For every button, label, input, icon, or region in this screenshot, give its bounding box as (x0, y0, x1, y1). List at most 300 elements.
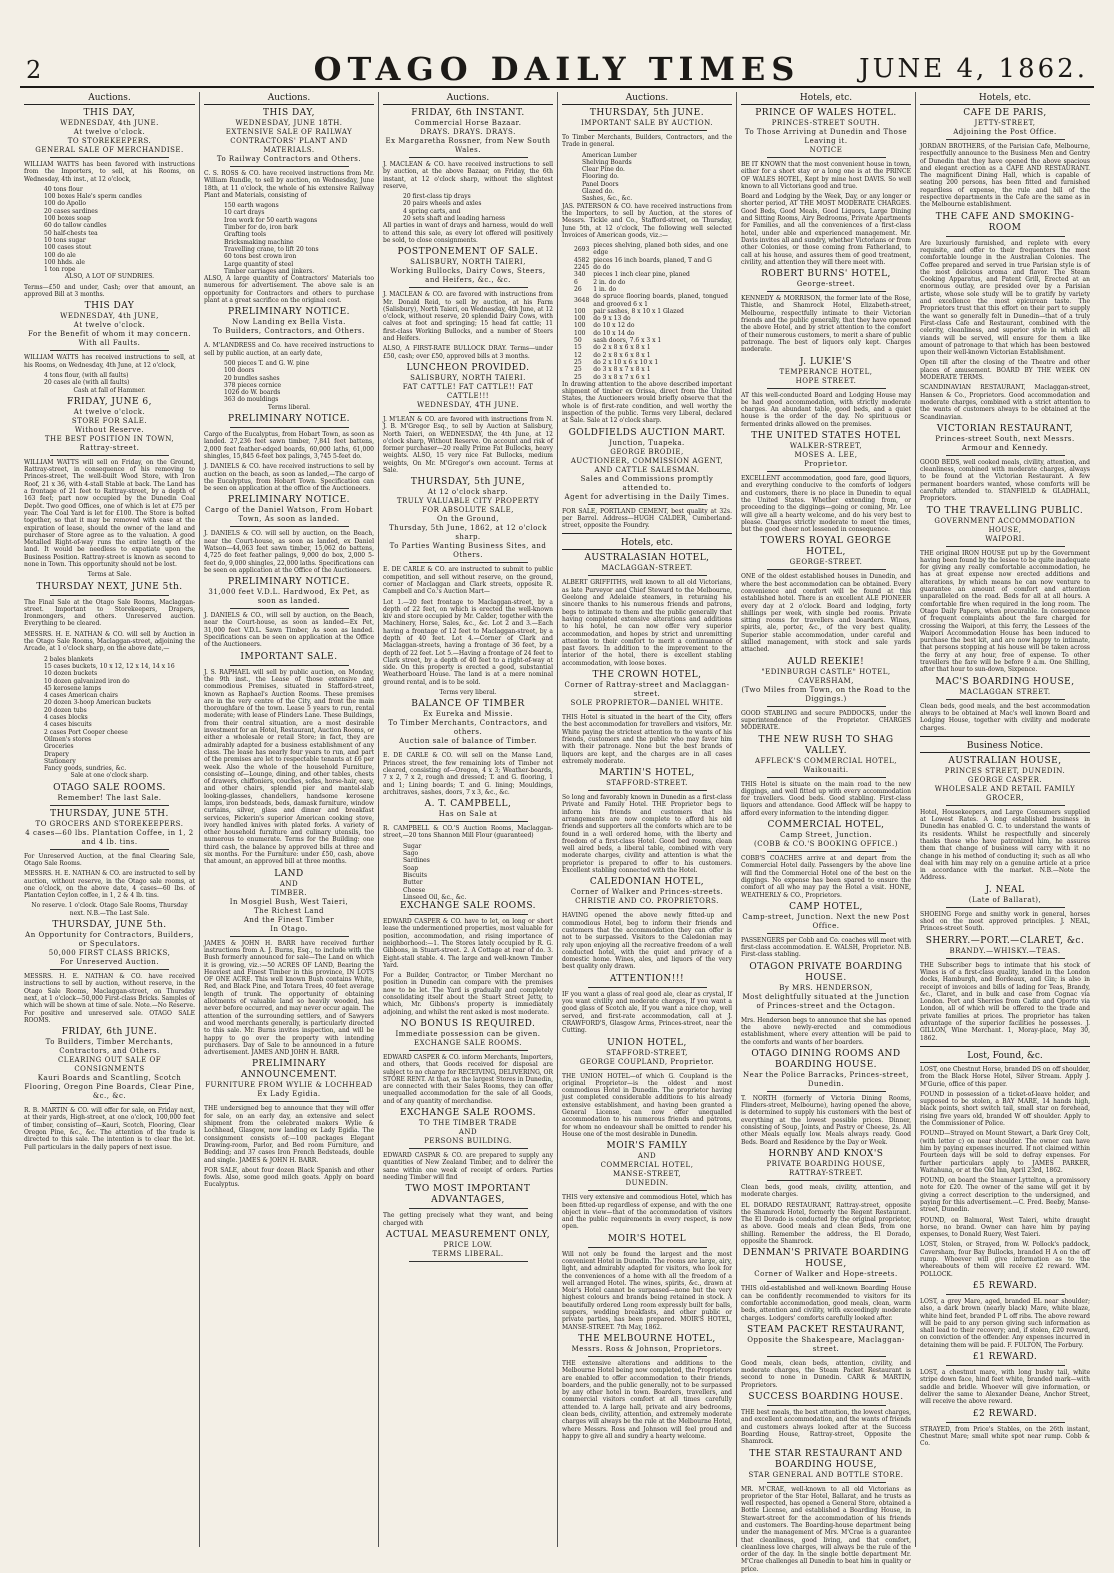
heading-line: Waikouaiti. (741, 766, 911, 775)
heading-line: DENMAN'S PRIVATE BOARDING HOUSE, (741, 1248, 911, 1270)
heading-line: For Unreserved Auction. (24, 958, 195, 967)
heading-line: OTAGO DINING ROOMS AND BOARDING HOUSE. (741, 1049, 911, 1071)
heading-rule (409, 157, 528, 158)
heading-line: Messrs. Ross & Johnson, Proprietors. (562, 1345, 732, 1354)
goods-cell: 2 in. do do (593, 279, 732, 286)
advert-heading (741, 657, 911, 707)
goods-item: American Lumber (582, 152, 732, 159)
goods-item: Timber for do, iron bark (224, 224, 374, 231)
advert-heading (24, 783, 195, 806)
heading-line: FOR ABSOLUTE SALE, (383, 506, 553, 515)
advert-paragraph: COBB'S COACHES arrive at and depart from the Commercial Hotel daily. Passengers by the above line will find the Commercial Hotel one of the best on the diggings. No expense has been spared to ensure the comfort of all who may pay the Hotel a visit. HONE, WEATHERLY & CO., Proprietors. (741, 855, 911, 899)
advert-paragraph: MESSRS. H. E. NATHAN & CO. have received instructions to sell by auction, without reserve, in the Otago Sale Rooms, Maclaggan-street, on Thursday next, at 1 o'clock—50,000 First-class Bricks. Samples of which will be shown at time of sale. Note.—No Reserve. For positive and unreserved sale. OTAGO SALE ROOMS. (24, 973, 195, 1024)
heading-line: Has on Sale at (383, 810, 553, 819)
heading-line: AND (383, 1128, 553, 1137)
goods-item: 1 ton rope (44, 266, 195, 273)
goods-item: 100 hhds. ale (44, 259, 195, 266)
advert-paragraph: J. S. RAPHAEL will sell by public auction, on Monday, the 9th inst., the Lease of those extensive and commodious Premises, situated in Stafford-street, known as Raphael's Auction Rooms. These premises are in the very centre of the City, and front the main thoroughfare of the town. Lease 5 years to run, rental moderate; with lease of Flinders Lane. These Buildings, from their central situation, are a most desirable investment for an Hotel, Restaurant, Auction Rooms, or either a wholesale or retail Store; in fact, they are admirably adapted for a business establishment of any class. The lease has nearly four years to run, and part of the premises are let to respectable tenants at £6 per week. Also the whole of the household Furniture, consisting of—Lounge, dining, and other tables, chests of drawers, chiffoniers, couches, sofas, horse-hair, easy, and other chairs, splendid pier and mantel-slab looking-glasses, chandeliers, handsome kerosene lamps, iron bedsteads, beds, damask furniture, window curtains, silver, glass and dinner and breakfast services, Pickerin's superior American cooking stove, ivory handled knives with plated forks. A variety of other household furniture and culinary utensils, too numerous to enumerate. Terms for the Building: one third cash, the balance by approved bills at three and six months. For the Furniture: under £50, cash, above that amount, an approved bill at three months. (204, 669, 374, 866)
goods-item: 50 half-chests tea (44, 230, 195, 237)
advert-paragraph: For a Builder, Contractor, or Timber Merchant no position in Dunedin can compare with the premises now to be let. The Yard is gradually and completely consolidating itself about the Stuart Street Jetty, to which, Mr. Gibbons's property is immediately adjoining, and whilst the rent asked is most moderate. (383, 972, 553, 1016)
heading-rule (588, 504, 707, 505)
advert-heading (920, 1352, 1090, 1366)
goods-cell: pieces 1 inch clear pine, planed (593, 271, 732, 278)
goods-cell: pair sashes, 8 x 10 x 1 Glazed (593, 308, 732, 315)
goods-cell: do 3 x 8 x 7 x 6 x 1 (593, 374, 732, 381)
advert-paragraph: In drawing attention to the above described important shipment of timber ex Orissa, direct from the United States, the Auctioneers would briefly observe that the whole is of first-rate condition, and well worthy the inspection of the public. Terms very Liberal, declared at Sale. Sale at 12 o'clock sharp. (562, 381, 732, 425)
advert-paragraph: J. MACLEAN & CO. have received instructions to sell by auction, at the above Bazaar, on Friday, the 6th instant, at 12 o'clock sharp, without the slightest reserve, (383, 161, 553, 190)
page-number: 2 (26, 56, 41, 84)
heading-line: GEORGE COUPLAND, Proprietor. (562, 1058, 732, 1067)
goods-item: 100 cases stout (44, 244, 195, 251)
advert-heading (741, 431, 911, 472)
heading-rule (588, 987, 707, 988)
heading-line: To Timber Merchants, Contractors, and others. (383, 719, 553, 737)
heading-line: NOTICE (741, 146, 911, 155)
advert-heading (383, 1108, 553, 1149)
advert-paragraph: FOUND—Strayed on Mount Stewart, a Dark Grey Colt, (with letter c) on near shoulder. The owner can have him by paying expenses incurred. If not claimed within Fourteen days will be sold to defray expenses. For further particulars apply to JAMES PARKER, Waitahuna, or at the Old Inn, April 23rd, 1862. (920, 1130, 1090, 1174)
heading-line: THIS DAY, (204, 108, 374, 119)
heading-rule (230, 338, 349, 339)
goods-item: 363 do mouldings (224, 396, 374, 403)
heading-line: HORNBY AND KNOX'S (741, 1149, 911, 1160)
advert-paragraph: ALBERT GRIFFITHS, well known to all old Victorians, as late Purveyor and Chief Steward to the Melbourne, Geelong and Adelaide steamers, in returning his sincere thanks to his numerous friends and patrons, begs to intimate to them and the public generally that having completed extensive alterations and additions to his hotel, he can now offer very superior accommodation, and hopes by strict and unremitting attention to their comfort to merit a continuance of past favors. In addition to the improvement to the interior of the hotel, there is excellent stabling accommodation, with loose boxes. (562, 579, 732, 667)
goods-cell: 25 (574, 359, 593, 366)
heading-line: IMPORTANT SALE BY AUCTION. (562, 119, 732, 128)
advert-paragraph: Clean beds, good meals, civility, attention, and moderate charges. (741, 1184, 911, 1199)
goods-item: 100 do Apollo (44, 200, 195, 207)
heading-line: Remember! The last Sale. (24, 794, 195, 803)
advert-note: No reserve. 1 o'clock. Otago Sale Rooms, Thursday next. N.B.—The Last Sale. (24, 902, 195, 917)
goods-row (574, 257, 732, 264)
goods-item: 20 sets shaft and leading harness (403, 215, 553, 222)
heading-line: FRIDAY, 6th JUNE. (24, 1027, 195, 1038)
heading-line: THURSDAY, 5th JUNE. (562, 108, 732, 119)
heading-line: COMMERCIAL HOTEL, (741, 820, 911, 831)
goods-item: Sashes, &c., &c. (582, 195, 732, 202)
heading-line: (Late of Ballarat), (920, 896, 1090, 905)
column-header: Auctions. (562, 92, 732, 105)
heading-rule (767, 291, 886, 292)
goods-cell: sash doors, 7.6 x 3 x 1 (593, 337, 732, 344)
advert-note: Terms at Sale. (24, 571, 195, 578)
section-header: Lost, Found, &c. (920, 1050, 1090, 1063)
heading-rule (767, 569, 886, 570)
heading-line: CAVERSHAM, (741, 677, 911, 686)
goods-cell: do 10 x 14 do (593, 330, 732, 337)
heading-line: A. T. CAMPBELL, (383, 799, 553, 810)
heading-rule (409, 1148, 528, 1149)
advert-paragraph: JORDAN BROTHERS, of the Parisian Cafe, Melbourne, respectfully announce to the Business Men and Gentry of Dunedin that they have opened the above spacious and elegant erection as a CAFE AND RESTAURANT. The magnificent Dining Hall, which is capable of seating 200 persons, has been fitted and furnished regardless of expense, the rule and bill of the respective departments in the Cafe are the same as in the Melbourne establishment. (920, 143, 1090, 209)
heading-line: THE UNITED STATES HOTEL (741, 431, 911, 442)
heading-line: J. NEAL (920, 885, 1090, 896)
advert-paragraph: IF you want a glass of real good ale, clear as crystal, If you want civility and moderate charges, If you want a good glass of Scotch ale, If you want a nice chop, well served, and first-rate accommodation, call at J. CRAWFORD'S, Glasgow Arms, Princes-street, near the Cutting. (562, 991, 732, 1035)
goods-item: 1026 do W. boards (224, 389, 374, 396)
goods-cell: do spruce flooring boards, planed, tongued and grooved 6 x 1 (593, 293, 732, 308)
advert-paragraph: J. DANIELS & CO. have received instructions to sell by auction on the beach, as soon as landed,—The cargo of the Eucalyptus, from Hobart Town. Specification can be seen on application at the office of the Auctioneers. (204, 463, 374, 492)
goods-item: 10 dozen buckets (44, 670, 195, 677)
heading-line: To Railway Contractors and Others. (204, 155, 374, 164)
heading-rule (409, 1261, 528, 1262)
heading-rule (230, 1101, 349, 1102)
heading-line: Thursday, 5th June, 1862, at 12 o'clock sharp. (383, 524, 553, 542)
goods-list (383, 193, 553, 222)
heading-rule (409, 287, 528, 288)
heading-line: Adjoining the Post Office. (920, 128, 1090, 137)
advert-heading (383, 901, 553, 915)
section-header: Hotels, etc. (562, 537, 732, 550)
heading-line: FAT CATTLE! FAT CATTLE!! FAT CATTLE!!! (383, 383, 553, 401)
heading-line: EXTENSIVE SALE OF RAILWAY CONTRACTORS' PLANT AND MATERIALS. (204, 128, 374, 155)
heading-line: WEDNESDAY, JUNE 18TH. (204, 119, 374, 128)
heading-line: PRELIMINARY NOTICE. (204, 414, 374, 425)
heading-line: SOLE PROPRIETOR—DANIEL WHITE. (562, 699, 732, 708)
heading-line: In Otago. (204, 925, 374, 934)
column-2 (199, 92, 378, 1547)
advert-heading (562, 1334, 732, 1357)
heading-rule (946, 699, 1065, 700)
goods-row (574, 242, 732, 257)
heading-line: Immediate possession can be given. (383, 1030, 553, 1039)
advert-heading (741, 536, 911, 570)
heading-line: £2 REWARD. (920, 1409, 1090, 1420)
heading-line: £1 REWARD. (920, 1352, 1090, 1363)
column-1 (20, 92, 199, 1547)
heading-line: THURSDAY, JUNE 5th. (24, 920, 195, 931)
heading-rule (230, 166, 349, 167)
goods-item: 500 pieces T. and G. W. pine (224, 360, 374, 367)
advert-heading (741, 1049, 911, 1092)
heading-line: Most delightfully situated at the Junction of Princes-street and the Octagon. (741, 993, 911, 1011)
heading-line: With all Faults. (24, 339, 195, 348)
advert-heading (741, 820, 911, 852)
heading-line: Agent for advertising in the Daily Times. (562, 493, 732, 502)
advert-paragraph: J. DANIELS & CO. will sell by auction, on the Beach, near the Court-house, as soon as landed, ex Daniel Watson—44,063 feet sawn timber, 15,062 do battens, 4,725 do feet feather palings, 9,000 do box, 2,000 5-feet do, 9,000 shingles, 22,000 laths. Specifications can be seen on application at the Office of the Auctioneers. (204, 530, 374, 574)
advert-paragraph: Are luxuriously furnished, and replete with every requisite, and offer to their frequenters the most comfortable lounge in the Australian Colonies. The Coffee prepared and served in true Parisian style is of the most delicious aroma and flavor. The Steam Cooking Apparatus, and Patent Grill, Erected at an enormous outlay, are presided over by a Parisian artiste, whose sole study will be to gratify by variety and excellence the most epicurean taste. The Proprietors trust that this effort on their part to supply the want so generally felt in Dunedin—that of a truly First-class Cafe and Restaurant, combined with the celerity, cleanliness, and superior style in which all viands will be served, will ensure for them a like amount of patronage to that which has been bestowed upon their well-known Victorian Establishment. (920, 240, 1090, 357)
heading-rule (50, 849, 170, 850)
heading-line: George-street. (741, 280, 911, 289)
advert-paragraph: R. CAMPBELL & CO.'S Auction Rooms, Maclaggan-street,—20 tons Shannon Mill Flour (guaranteed) (383, 825, 553, 840)
advert-heading (562, 768, 732, 791)
goods-cell: 3648 (574, 293, 593, 308)
advert-paragraph: J. DANIELS & CO., will sell by auction, on the Beach, near the Court-house, as soon as landed—Ex Pet, 31,000 feet V.D.L. Sawn Timber, As soon as landed. Specifications can be seen on application at the Office of the Auctioneers. (204, 612, 374, 648)
heading-rule (588, 710, 707, 711)
advert-paragraph: For Unreserved Auction, at the final Clearing Sale, Otago Sale Rooms. (24, 853, 195, 868)
heading-line: For the Benefit of whom it may concern. (24, 330, 195, 339)
heading-line: MOIR'S FAMILY (562, 1141, 732, 1152)
heading-line: TO THE TRAVELLING PUBLIC. (920, 506, 1090, 517)
advert-paragraph: MR. M'CRAE, well-known to all old Victorians as proprietor of the Star Hotel, Ballarat, and he trusts as well respected, has opened a General Store, obtained a Bottle License, and established a Boarding House, in Stewart-street for the accommodation of his friends and customers. The Boarding-house department being under the management of Mrs. M'Crae is a guarantee that cleanliness, good living, and that comfort, cleanliness love charges, will always be the rule of the order of the day. In the single bottle department Mr. M'Crae challenges all Dunedin to beat him in quality or price. (741, 1486, 911, 1573)
section-rule (562, 533, 732, 534)
advert-heading (741, 1248, 911, 1282)
heading-line: SALISBURY, NORTH TAIERI, (383, 258, 553, 267)
goods-cell: 15 (574, 344, 593, 351)
goods-item: Cheese (403, 887, 553, 894)
advert-paragraph: HAVING opened the above newly fitted-up and commodious Hotel, beg to inform their friends and customers that the accommodation they can offer is not to be surpassed. Visitors to the Caledonian may rely upon enjoying all the recreative freedom of a well conducted hotel, with the quiet and privacy of a domestic home. Wines, ales, and liquors of the very best quality only drawn. (562, 912, 732, 970)
advert-heading (562, 670, 732, 711)
goods-cell: do do (593, 264, 732, 271)
section-rule (920, 736, 1090, 737)
heading-line: AUSTRALASIAN HOTEL, (562, 553, 732, 564)
heading-line: PRELIMINARY NOTICE. (204, 495, 374, 506)
advert-heading (562, 553, 732, 576)
goods-cell: 2245 (574, 264, 593, 271)
heading-line: BRANDY.—WHISKY.—TEAS. (920, 947, 1090, 956)
advert-paragraph: LOST, one Chestnut Horse, branded DS on off shoulder, from the Black Horse Hotel, Silver Stream. Apply J. M'Gurie, office of this paper. (920, 1066, 1090, 1088)
advert-note: Terms very liberal. (383, 689, 553, 696)
heading-line: Now Landing ex Bella Vista. (204, 318, 374, 327)
heading-line: ACTUAL MEASUREMENT ONLY, (383, 1230, 553, 1241)
heading-rule (50, 1103, 170, 1104)
heading-line: THE BEST POSITION IN TOWN, (24, 435, 195, 444)
goods-item: 45 kerosene lamps (44, 685, 195, 692)
goods-row (574, 293, 732, 308)
advert-paragraph: EDWARD CASPER & CO. inform Merchants, Importers, and others, that Goods received for disposal are subject to no charge for RECEIVING, DELIVERING, OR STORE RENT. At that, as the largest Stores in Dunedin, are connected with their Sales Rooms, they can offer unequalled accommodation for the sale of all Goods, and of any quantity of merchandise. (383, 1054, 553, 1105)
goods-item: 100 boxes soap (44, 215, 195, 222)
advert-paragraph: THE undersigned beg to announce that they will offer for sale, on an early day, an extensive and select shipment from the celebrated makers Wylie & Lochhead, Glasgow, now landing ex Lady Egidia. The consignment consists of:—100 packages Elegant Drawing-room, Parlor, and Bed room Furniture, and Bedding; and 37 cases Iron French Bedsteads, double and single. JAMES & JOHN H. BARR. (204, 1105, 374, 1163)
heading-line: GENERAL SALE OF MERCHANDISE. (24, 146, 195, 155)
heading-line: STAFFORD-STREET. (562, 779, 732, 788)
heading-rule (767, 1405, 886, 1406)
advert-paragraph: WILLIAM WATTS has received instructions to sell, at his Rooms, on Wednesday, 4th June, at 12 o'clock, (24, 354, 195, 369)
goods-cell: 2693 (574, 242, 593, 257)
heading-line: THIS DAY (24, 301, 195, 312)
masthead (20, 50, 1094, 88)
heading-line: WHOLESALE AND RETAIL FAMILY GROCER, (920, 785, 1090, 803)
goods-row (574, 308, 732, 315)
goods-item: 4 spring carts, and (403, 208, 553, 215)
heading-line: To Parties Wanting Business Sites, and Others. (383, 542, 553, 560)
advert-heading (204, 495, 374, 527)
goods-item: 20 dozen 3-hoop American buckets (44, 699, 195, 706)
heading-line: In Mosgiel Bush, West Taieri, (204, 898, 374, 907)
advert-heading (24, 809, 195, 850)
advert-paragraph: Open till after the closing of the Theatre and other places of amusement. BOARD BY THE WEEK ON MODERATE TERMS. (920, 359, 1090, 381)
heading-line: To Those Arriving at Dunedin and Those Leaving it. (741, 128, 911, 146)
heading-rule (767, 851, 886, 852)
advert-paragraph: E. DE CARLE & CO. are instructed to submit to public competition, and sell without reserve, on the ground, corner of Maclaggan and Clark streets, opposite R. Campbell and Co.'s Auction Mart— (383, 566, 553, 595)
advert-paragraph: THIS Hotel is situate on the main road to the new diggings, and well fitted up with every accommodation for travellers. Good beds. Good stabling. First-class liquors and attendance. Good Affleck will be happy to afford every information to the intending digger. (741, 781, 911, 817)
advert-heading (920, 1409, 1090, 1423)
goods-item: 150 earth wagons (224, 202, 374, 209)
advert-paragraph: SHOEING Forge and smithy work in general, horses shod on the most approved principles. J. NEAL, Princes-street South. (920, 911, 1090, 933)
goods-cell: 1 in. do (593, 286, 732, 293)
heading-line: THE MELBOURNE HOTEL, (562, 1334, 732, 1345)
heading-rule (588, 130, 707, 131)
heading-line: THURSDAY NEXT, JUNE 5th. (24, 582, 195, 593)
heading-line: PRINCES STREET, DUNEDIN. (920, 767, 1090, 776)
heading-line: RATTRAY-STREET. (741, 1169, 911, 1178)
advert-heading (562, 108, 732, 131)
goods-item: Groceries (44, 743, 195, 750)
advert-heading (741, 1149, 911, 1181)
heading-rule (946, 139, 1065, 140)
goods-item: 40 tons flour (44, 186, 195, 193)
heading-line: Near the Police Barracks, Princes-street, Dunedin. (741, 1071, 911, 1089)
heading-line: Camp Street, Junction. (741, 831, 911, 840)
goods-list (24, 656, 195, 773)
goods-cell: do 10 x 12 do (593, 322, 732, 329)
goods-cell: 340 (574, 271, 593, 278)
heading-line: Corner of Rattray-street and Maclaggan-street. (562, 681, 732, 699)
goods-item: 20 pairs wheels and axles (403, 200, 553, 207)
advert-paragraph: FOUND in possession of a ticket-of-leave holder, and supposed to be stolen, a BAY MARE, 14 hands high, black points, short switch tail, small star on forehead, rising five years old, branded W off shoulder. Apply to the Commissioner of Police. (920, 1091, 1090, 1127)
advert-paragraph: THIS very extensive and commodious Hotel, which has been fitted-up regardless of expense, and with the one object in view—that of the accommodation of visitors and the public requirements in every respect, is now open. (562, 1194, 732, 1230)
advert-paragraph: GOOD STABLING and secure PADDOCKS, under the superintendence of the Proprietor. CHARGES MODERATE. (741, 710, 911, 732)
advert-paragraph: THIS Hotel is situated in the heart of the City, offers the best accommodation for travellers and visitors, Mr. White paying the strictest attention to the wants of his friends, customers and the public who may favor him with their patronage. None but the best brands of liquors are kept, and the charges are in all cases extremely moderate. (562, 714, 732, 765)
heading-line: TO THE TIMBER TRADE (383, 1119, 553, 1128)
heading-line: CALEDONIAN HOTEL, (562, 877, 732, 888)
heading-line: MARTIN'S HOTEL, (562, 768, 732, 779)
advert-paragraph: ONE of the oldest established houses in Dunedin, and where the best accommodation can be obtained. Every convenience and comfort will be found at this established hotel. There is an excellent ALE PIONEER every day at 2 o'clock. Board and lodging, forty shillings per week, with single bed rooms. Private sitting rooms for travellers and boarders. Wines, spirits, ale, porter, &c., of the very best quality. Superior stable accommodation, under careful and skilled management, with stock and sale yards attached. (741, 573, 911, 653)
goods-item: Flooring do. (582, 173, 732, 180)
heading-line: TIMBER. (204, 889, 374, 898)
newspaper-title: OTAGO DAILY TIMES (20, 50, 1094, 88)
advert-paragraph: MESSRS. H. E. NATHAN & CO. are instructed to sell by auction, without reserve, in the Otago sale rooms, at one o'clock, on the above date, 4 cases—60 lbs. of Plantation Ceylon coffee, in 1, 2 & 4 lb. tins. (24, 870, 195, 899)
goods-item: Large quantity of steel (224, 261, 374, 268)
heading-line: POSTPONEMENT OF SALE. (383, 247, 553, 258)
heading-line: PRICE LOW. (383, 1241, 553, 1250)
advert-note: Terms liberal. (204, 404, 374, 411)
goods-item: Glazed do. (582, 188, 732, 195)
heading-line: CLEARING OUT SALE OF CONSIGNMENTS (24, 1056, 195, 1074)
heading-rule (50, 805, 170, 806)
heading-line: Ex Margaretha Rossner, from New South Wales. (383, 137, 553, 155)
heading-line: CAMP HOTEL, (741, 902, 911, 913)
heading-line: TRULY VALUABLE CITY PROPERTY (383, 497, 553, 506)
heading-line: GEORGE-STREET. (741, 558, 911, 567)
heading-rule (230, 665, 349, 666)
heading-line: THE CROWN HOTEL, (562, 670, 732, 681)
advert-heading (920, 506, 1090, 547)
heading-line: WEDNESDAY, 4TH JUNE. (383, 401, 553, 410)
heading-line: At twelve o'clock. (24, 408, 195, 417)
heading-rule (946, 1294, 1065, 1295)
heading-line: HOPE STREET. (741, 377, 911, 386)
advert-paragraph: LOST, a grey Mare, aged, branded EL near shoulder; also, a dark brown (nearly black) Mare, white blaze, white hind feet, branded P L off ribs. The above reward will be paid to any person giving such information as shall lead to their recovery; and, if stolen, £20 reward, on conviction of the offender. Any expenses incurred in detaining them will be paid. F. FULTON, The Forbury. (920, 1298, 1090, 1349)
advert-heading (741, 735, 911, 778)
heading-line: Ex Eureka and Missie. (383, 710, 553, 719)
advert-paragraph: THE extensive alterations and additions to the Melbourne Hotel being now completed, the Proprietors are enabled to offer accommodation to their friends, boarders, and the public generally, not to be surpassed by any other hotel in town. Boarders, travellers, and commercial visitors comfort at all times carefully attended to. A large hall, private and airy bedrooms, clean beds, civility, attention, and extremely moderate charges will always be the rule at the Melbourne Hotel, where Messrs. Ross and Johnson will feel proud and happy to give all and sundry a hearty welcome. (562, 1360, 732, 1440)
advert-heading (741, 269, 911, 292)
goods-cell: 12 (574, 352, 593, 359)
advert-paragraph: Terms—£50 and under, Cash; over that amount, an approved Bill at 3 months. (24, 284, 195, 299)
heading-line: THIS DAY, (24, 108, 195, 119)
advert-paragraph: Lot 1.—20 feet frontage to Maclaggan-street, by a depth of 22 feet, on which is erected the well-known kiv and store occupied by Mr. Calder, together with the Machinery, Horse, Sales, &c., &c. Lot 2 and 3.—Each having a frontage of 12 feet to Maclaggan-street, by a depth of 40 feet. Lot 4.—Corner of Clark and Maclaggan-streets, having a frontage of 36 feet, by a depth of 22 feet. Lot 5.—Having a frontage of 24 feet to Clark street, by a depth of 40 feet to a right-of-way at side. On this property is erected a good, substantial Weatherboard House. The land is at a mere nominal ground rental, and is to be sold. (383, 599, 553, 687)
heading-line: £5 REWARD. (920, 1281, 1090, 1292)
advert-paragraph: EL DORADO RESTAURANT, Rattray-street, opposite the Shamrock Hotel, formerly the Regent Restaurant. The El Dorado is conducted by the original proprietor, as above. Good meals and clean Beds, from one shilling. Remember the address, the El Dorado, opposite the Shamrock. (741, 1202, 911, 1246)
advert-heading (741, 108, 911, 158)
heading-rule (767, 1482, 886, 1483)
goods-item: Biscuits (403, 872, 553, 879)
advert-paragraph: STRAYED, from Price's Stables, on the 26th instant, Chestnut Mare; small white spot near rump. Cobb & Co. (920, 1426, 1090, 1448)
advert-heading (920, 108, 1090, 140)
advert-heading (383, 108, 553, 158)
heading-line: MANSE-STREET, (562, 1170, 732, 1179)
advert-paragraph: PASSENGERS per Cobb and Co. coaches will meet with first-class accommodation. E. WALSH, Proprietor. N.B. First-class stabling. (741, 937, 911, 959)
advert-paragraph: The Final Sale at the Otago Sale Rooms, Maclaggan-street. Important to Storekeepers, Drapers, Ironmongers, and others. Unreserved auction. Everything to be cleared. (24, 599, 195, 628)
heading-line: Sales and Commissions promptly attended to. (562, 475, 732, 493)
goods-item: Soap (403, 865, 553, 872)
heading-line: EXCHANGE SALE ROOMS. (383, 901, 553, 912)
advert-paragraph: FOR SALE, PORTLAND CEMENT, best quality at 32s. per Barrel. Address—HUGH CALDER, Cumberland-street, opposite the Foundry. (562, 508, 732, 530)
heading-line: THE STAR RESTAURANT AND BOARDING HOUSE, (741, 1449, 911, 1471)
advert-heading (24, 397, 195, 456)
advert-heading (562, 428, 732, 505)
advert-heading (741, 962, 911, 1014)
heading-line: And the Finest Timber (204, 916, 374, 925)
goods-item: Linseed Oil, &c., &c. (403, 894, 553, 901)
heading-line: 4 cases—60 lbs. Plantation Coffee, in 1, 2 and 4 lb. tins. (24, 829, 195, 847)
goods-cell: do 2 x 10 x 6 x 10 x 1 (593, 359, 732, 366)
advert-paragraph: LOST, a chestnut mare, with long bushy tail, white stripe down face, hind feet white, branded mark—with saddle and bridle. Whoever will give information, or deliver the same to Alexander Deane, Anchor Street, will receive the above reward. (920, 1369, 1090, 1405)
heading-line: DRAYS. DRAYS. DRAYS. (383, 128, 553, 137)
heading-line: To Builders, Contractors, and Others. (204, 327, 374, 336)
goods-cell: do 2 x 8 x 6 x 8 x 1 (593, 352, 732, 359)
advert-heading (741, 1449, 911, 1483)
advert-paragraph: ALSO, A large quantity of Contractors' Materials too numerous for advertisement. The above sale is an opportunity for Contractors and others to purchase plant at a great sacrifice on the original cost. (204, 275, 374, 304)
heading-line: WAIPORI. (920, 535, 1090, 544)
advert-heading (204, 577, 374, 609)
heading-line: TWO MOST IMPORTANT ADVANTAGES, (383, 1184, 553, 1206)
goods-row (574, 352, 732, 359)
heading-rule (588, 1190, 707, 1191)
heading-rule (767, 706, 886, 707)
heading-rule (230, 608, 349, 609)
heading-rule (946, 958, 1065, 959)
advert-paragraph: EXCELLENT accommodation, good fare, good liquors, and everything conducive to the comforts of lodgers and customers, there is no place in Dunedin to equal the United States. Whether extending from, or proceeding to the diggings—going or coming, Mr. Lee will give all a hearty welcome, and do his very best to please. Charges strictly moderate to meet the times, but the good cheer not lessened in consequence. (741, 475, 911, 533)
heading-rule (409, 1050, 528, 1051)
advert-paragraph: THE UNION HOTEL—of which G. Coupland is the original Proprietor—is the oldest and most commodious Hotel in Dunedin. The proprietor having just completed considerable additions to his already extensive establishment, and having been granted a General License, can now offer unequalled accommodation to his numerous friends and patrons, for whom no endeavour shall be omitted to render his House one of the most desirable in Dunedin. (562, 1073, 732, 1139)
advert-paragraph: AT this well-conducted Board and Lodging House may be had good accommodation, with strictly moderate charges. An abundant table, good beds, and a quiet house is the order of the day. No spirituous or fermented drinks allowed on the premises. (741, 392, 911, 428)
heading-line: AFFLECK'S COMMERCIAL HOTEL, (741, 757, 911, 766)
goods-item: 100 boxes Hale's sperm candles (44, 193, 195, 200)
heading-line: "EDINBURGH CASTLE" HOTEL, (741, 668, 911, 677)
goods-item: Timber carriages and jinkers. (224, 268, 374, 275)
heading-line: AUCTIONEER, COMMISSION AGENT, AND CATTLE SALESMAN. (562, 457, 732, 475)
advert-paragraph: EDWARD CASPER & CO. have to let, on long or short lease the undermentioned properties, most valuable for position, accommodation, and rising importance of neighborhood:—1. The Stores lately occupied by R. G. Gibbons, in Stuart-street. 2. A Cottage at rear of do. 3. Eight-stall stable. 4. The large and well-known Timber Yard. (383, 918, 553, 969)
goods-item: Iron work for 50 earth wagons (224, 217, 374, 224)
goods-item: 10 tons sugar (44, 237, 195, 244)
goods-item: 2 bales blankets (44, 656, 195, 663)
advert-heading (204, 108, 374, 167)
heading-line: FURNITURE FROM WYLIE & LOCHHEAD (204, 1081, 374, 1090)
heading-rule (588, 1247, 707, 1248)
column-6 (915, 92, 1094, 1547)
heading-rule (50, 350, 170, 351)
advert-heading (204, 652, 374, 666)
advert-heading (383, 799, 553, 822)
goods-item: Panel Doors (582, 181, 732, 188)
heading-rule (946, 1365, 1065, 1366)
heading-rule (767, 157, 886, 158)
heading-line: Camp-street, Junction. Next the new Post Office. (741, 913, 911, 931)
goods-row (574, 330, 732, 337)
heading-line: Working Bullocks, Dairy Cows, Steers, and Heifers, &c., &c. (383, 267, 553, 285)
advert-heading (24, 108, 195, 158)
advert-paragraph: Hotel, Housekeepers, and Large Consumers supplied at Lowest Rates. A long established business in Dunedin has enabled G. C. to understand the wants of its residents. Whilst he respectfully and sincerely thanks those who have patronized him, he assures them that change of business will carry with it no change in his method of conducting it; such as all who deal with him may rely on a genuine article at a price in accordance with the market. N.B.—Note the Address. (920, 809, 1090, 882)
heading-line: On the Ground, (383, 515, 553, 524)
advert-heading (562, 877, 732, 909)
goods-item: Sardines (403, 857, 553, 864)
heading-line: THURSDAY, JUNE 5TH. (24, 809, 195, 820)
advert-paragraph: THE best meals, the best attention, the lowest charges, and excellent accommodation, and the wants of friends and customers always looked after at the Success Boarding House, Rattray-street, Opposite the Shamrock. (741, 1409, 911, 1445)
goods-item: 60 do tallow candles (44, 222, 195, 229)
advert-paragraph: ALSO, A FIRST-RATE BULLOCK DRAY. Terms—under £50, cash; over £50, approved bills at 3 months. (383, 345, 553, 360)
heading-line: Cargo of the Daniel Watson, From Hobart Town, As soon as landed. (204, 506, 374, 524)
advert-note: Sale at one o'clock sharp. (24, 772, 195, 779)
heading-line: THE CAFE AND SMOKING-ROOM (920, 212, 1090, 234)
heading-line: CHRISTIE AND CO. PROPRIETORS. (562, 897, 732, 906)
